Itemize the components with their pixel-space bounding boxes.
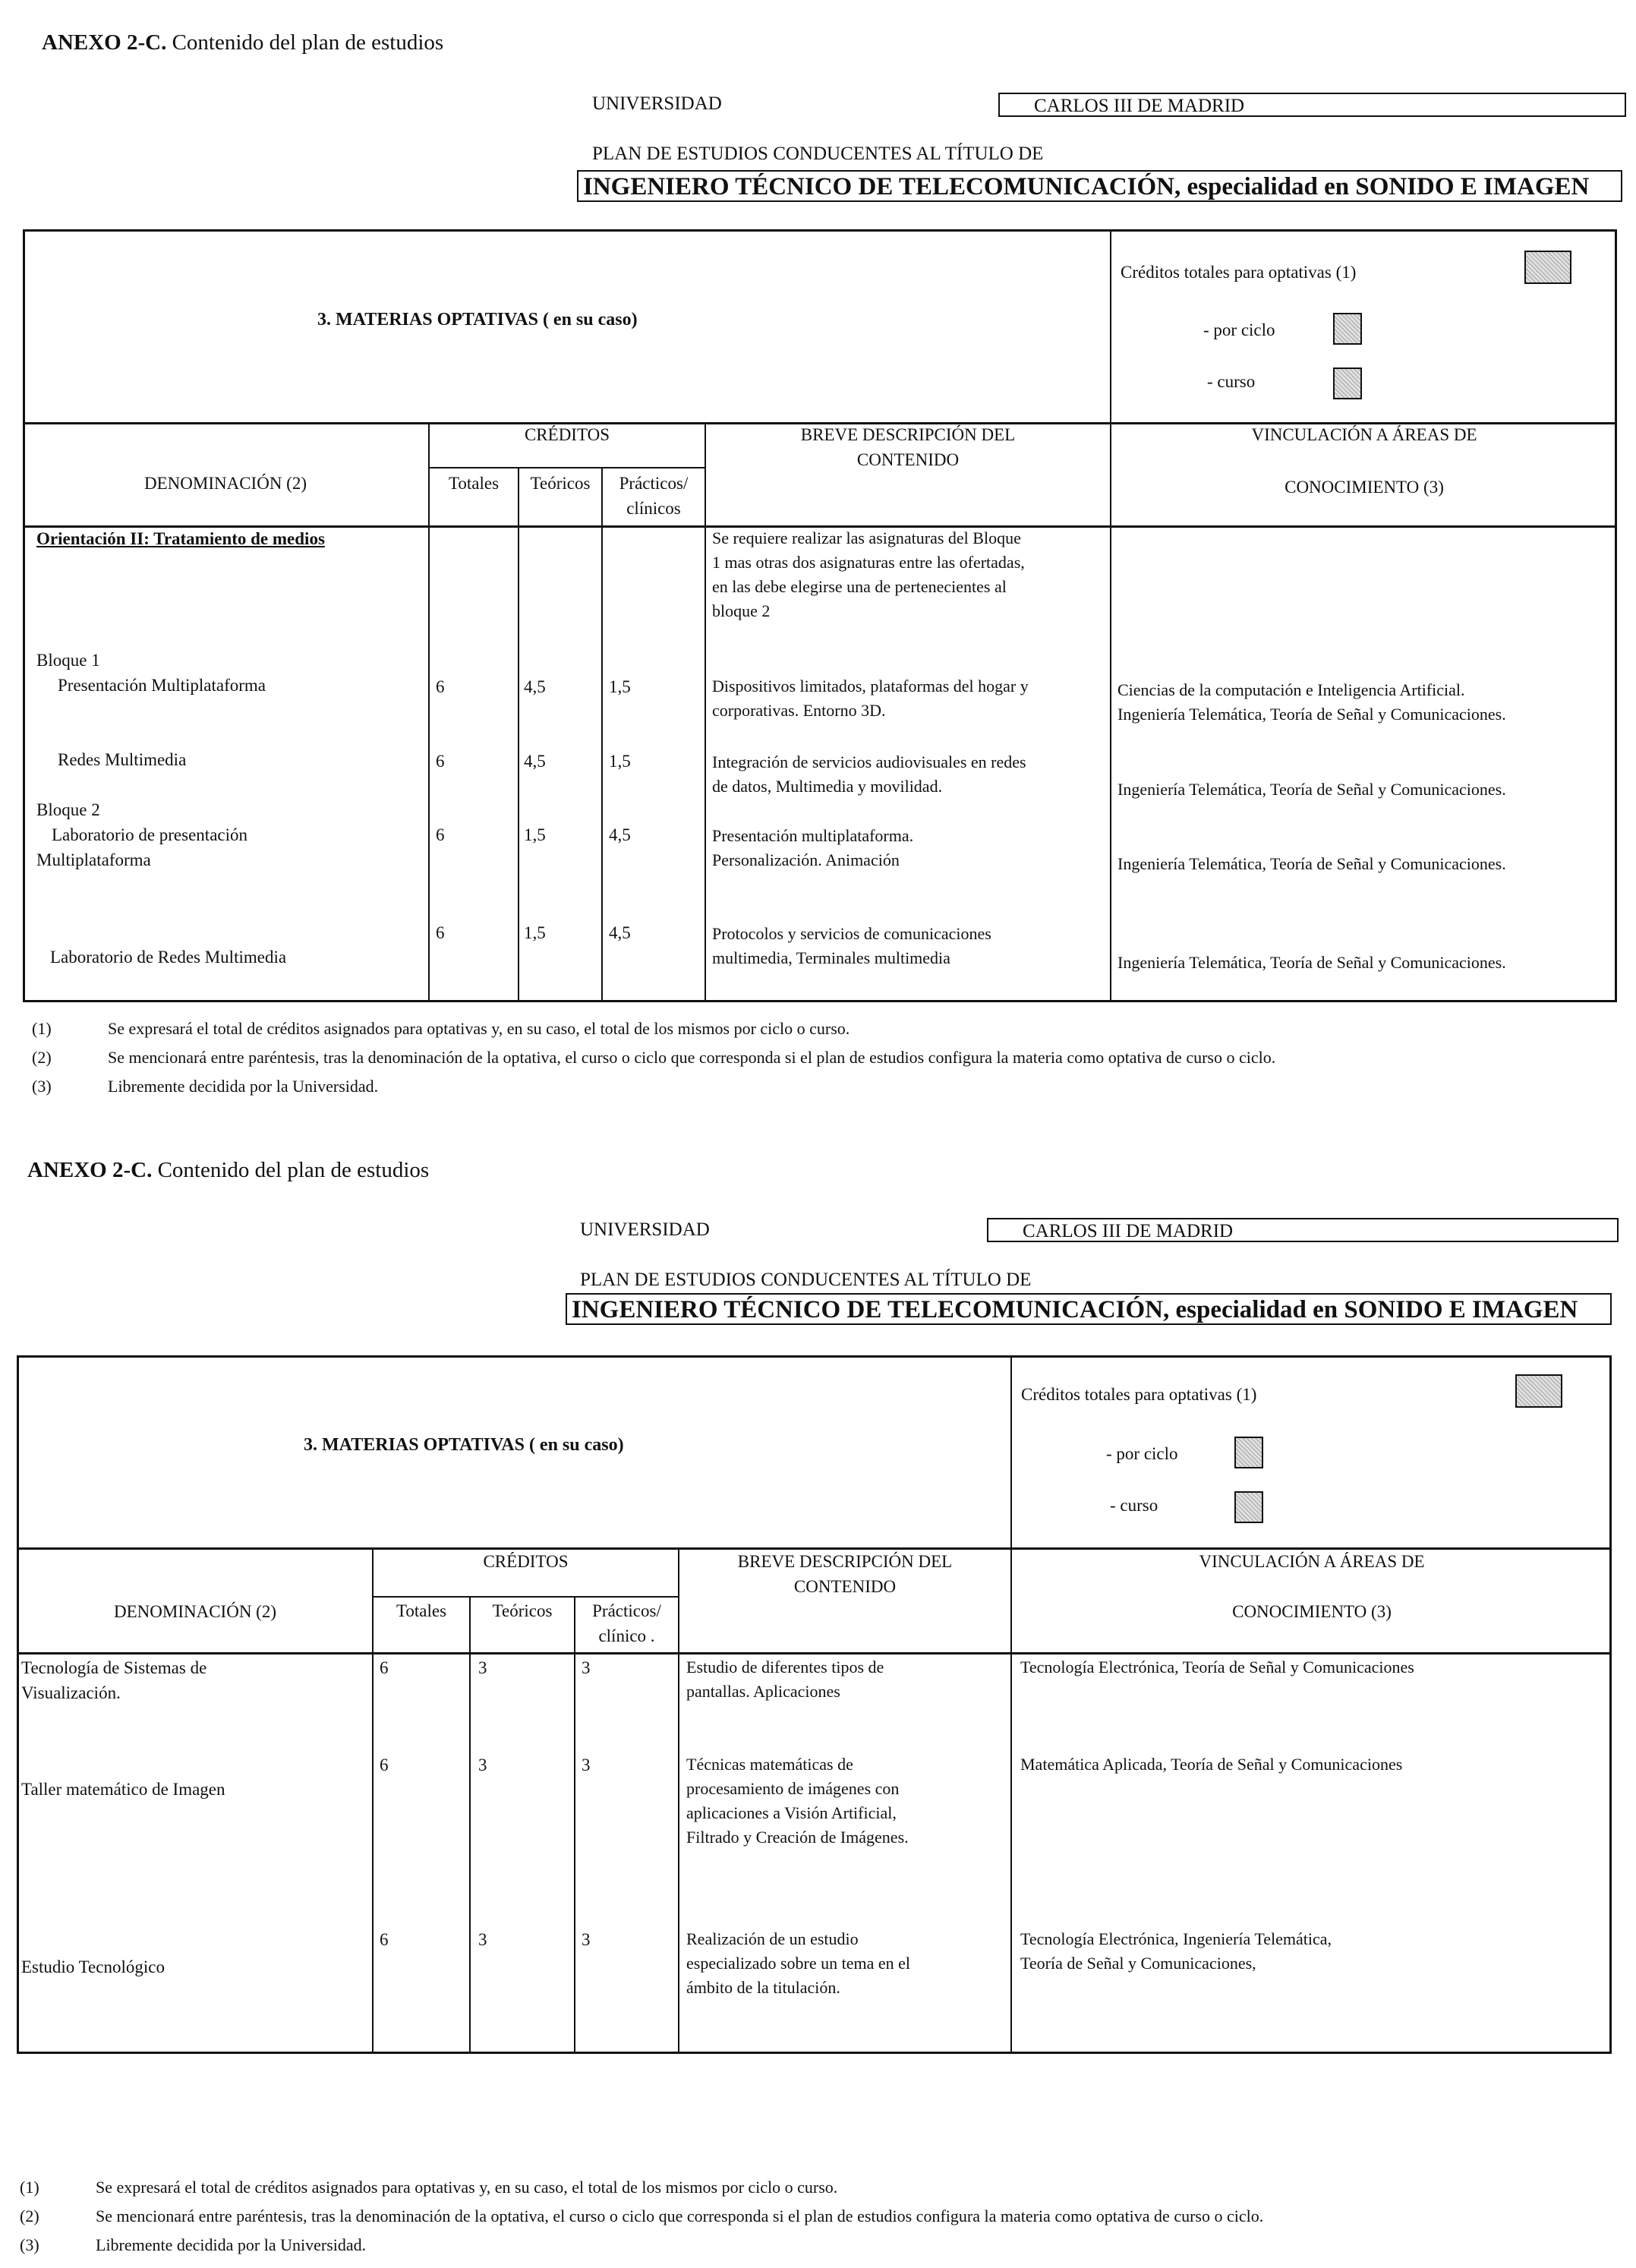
table-row-practicos: 1,5 (609, 677, 631, 696)
col-denominacion: DENOMINACIÓN (2) (114, 1602, 276, 1621)
table-row-description: Dispositivos limitados, plataformas del hogar y corporativas. Entorno 3D. (712, 677, 1029, 720)
credits-total-label: Créditos totales para optativas (1) (1021, 1385, 1257, 1404)
plan-label: PLAN DE ESTUDIOS CONDUCENTES AL TÍTULO DE (592, 144, 1044, 164)
university-label: UNIVERSIDAD (580, 1219, 710, 1240)
course-label: - curso (1207, 372, 1256, 391)
table-row-practicos: 3 (582, 1658, 591, 1677)
table-row-totales: 6 (380, 1755, 389, 1774)
table-row-area: Ingeniería Telemática, Teoría de Señal y Comunicaciones. (1117, 953, 1506, 972)
table-row-name: Tecnología de Sistemas de Visualización. (21, 1658, 207, 1702)
col-vinculacion-1: VINCULACIÓN A ÁREAS DE (1199, 1552, 1425, 1571)
table-row-area: Ciencias de la computación e Inteligencia Artificial. Ingeniería Telemática, Teoría de Señal y Comunicaciones. (1117, 680, 1506, 724)
degree-title-box: INGENIERO TÉCNICO DE TELECOMUNICACIÓN, especialidad en SONIDO E IMAGEN (577, 170, 1622, 202)
table-row-teoricos: 3 (478, 1658, 487, 1677)
footnotes: (1) Se expresará el total de créditos asignados para optativas y, en su caso, el total de los mismos por ciclo o curso. (2) Se mencionará entre paréntesis, tras la denominación de la optativa, el curso o ciclo que corresponda si el plan de estudios configura la materia como optativa de curso o ciclo. (3) Libremente decidida por la Universidad. (20, 2178, 1264, 2254)
table-row-teoricos: 4,5 (524, 677, 546, 696)
table-row-name: Laboratorio de Redes Multimedia (50, 948, 287, 967)
table-row-practicos: 4,5 (609, 825, 631, 844)
col-creditos: CRÉDITOS (483, 1552, 569, 1571)
table-row-name: Redes Multimedia (58, 750, 187, 769)
course-label: - curso (1110, 1496, 1158, 1515)
table-row-description: Técnicas matemáticas de procesamiento de imágenes con aplicaciones a Visión Artificial, Filtrado y Creación de Imágenes. (686, 1755, 909, 1847)
annex-heading: ANEXO 2-C. Contenido del plan de estudios (42, 30, 444, 55)
table-row-totales: 6 (380, 1930, 389, 1949)
table-row-description: Integración de servicios audiovisuales en redes de datos, Multimedia y movilidad. (712, 752, 1026, 796)
col-practicos: Prácticos/ clínico . (592, 1601, 661, 1645)
col-creditos: CRÉDITOS (524, 425, 610, 444)
university-label: UNIVERSIDAD (592, 93, 722, 114)
table-row-teoricos: 1,5 (524, 923, 546, 942)
table-row-teoricos: 3 (478, 1930, 487, 1949)
per-cycle-box (1234, 1437, 1263, 1468)
table-row-name: Estudio Tecnológico (21, 1957, 165, 1976)
col-descripcion: BREVE DESCRIPCIÓN DEL CONTENIDO (737, 1552, 953, 1596)
table-row-description: Protocolos y servicios de comunicaciones multimedia, Terminales multimedia (712, 924, 991, 967)
col-denominacion: DENOMINACIÓN (2) (144, 474, 307, 493)
table-row-area: Ingeniería Telemática, Teoría de Señal y Comunicaciones. (1117, 780, 1506, 799)
table-row-teoricos: 3 (478, 1755, 487, 1774)
col-teoricos: Teóricos (492, 1601, 553, 1620)
table-row-name: Presentación Multiplataforma (58, 676, 266, 695)
section-title: 3. MATERIAS OPTATIVAS ( en su caso) (317, 310, 638, 330)
section-title: 3. MATERIAS OPTATIVAS ( en su caso) (304, 1435, 624, 1455)
table-row-description: Estudio de diferentes tipos de pantallas. Aplicaciones (686, 1658, 884, 1701)
table-row-totales: 6 (380, 1658, 389, 1677)
col-vinculacion-1: VINCULACIÓN A ÁREAS DE (1251, 425, 1477, 444)
col-totales: Totales (448, 474, 500, 493)
table-row-area: Tecnología Electrónica, Ingeniería Telemática, Teoría de Señal y Comunicaciones, (1020, 1929, 1332, 1973)
table-row-area: Matemática Aplicada, Teoría de Señal y Comunicaciones (1020, 1755, 1403, 1774)
col-vinculacion-2: CONOCIMIENTO (3) (1285, 478, 1444, 497)
table-row-description: Presentación multiplataforma. Personalización. Animación (712, 826, 914, 869)
orientation-description: Se requiere realizar las asignaturas del Bloque 1 mas otras dos asignaturas entre las ofertadas, en las debe elegirse una de pertenecientes al bloque 2 (712, 528, 1025, 620)
col-vinculacion-2: CONOCIMIENTO (3) (1232, 1602, 1392, 1621)
col-teoricos: Teóricos (530, 474, 591, 493)
table-row-area: Tecnología Electrónica, Teoría de Señal y Comunicaciones (1020, 1658, 1414, 1677)
table-row-totales: 6 (436, 677, 445, 696)
table-row-teoricos: 1,5 (524, 825, 546, 844)
annex-heading: ANEXO 2-C. Contenido del plan de estudios (27, 1158, 430, 1182)
col-practicos: Prácticos/ clínicos (619, 474, 689, 518)
table-row-practicos: 3 (582, 1930, 591, 1949)
footnotes: (1) Se expresará el total de créditos asignados para optativas y, en su caso, el total de los mismos por ciclo o curso. (2) Se mencionará entre paréntesis, tras la denominación de la optativa, el curso o ciclo que corresponda si el plan de estudios configura la materia como optativa de curso o ciclo. (3) Libremente decidida por la Universidad. (32, 1019, 1276, 1096)
table-row-practicos: 3 (582, 1755, 591, 1774)
per-cycle-label: - por ciclo (1106, 1444, 1178, 1463)
table-row-area: Ingeniería Telemática, Teoría de Señal y Comunicaciones. (1117, 854, 1506, 873)
course-box (1234, 1491, 1263, 1523)
table-row-teoricos: 4,5 (524, 752, 546, 771)
table-row-totales: 6 (436, 923, 445, 942)
per-cycle-label: - por ciclo (1203, 320, 1275, 339)
credits-total-label: Créditos totales para optativas (1) (1121, 263, 1357, 282)
col-totales: Totales (396, 1601, 447, 1620)
bloque-1-label: Bloque 1 (36, 651, 100, 670)
table-row-totales: 6 (436, 752, 445, 771)
col-descripcion: BREVE DESCRIPCIÓN DEL CONTENIDO (800, 425, 1016, 469)
table-row-practicos: 4,5 (609, 923, 631, 942)
orientation-title: Orientación II: Tratamiento de medios (36, 529, 325, 548)
university-value-box: CARLOS III DE MADRID (987, 1218, 1619, 1242)
bloque-2-label: Bloque 2 (36, 800, 100, 819)
credits-total-box (1515, 1374, 1562, 1408)
university-value-box: CARLOS III DE MADRID (998, 93, 1626, 117)
table-row-totales: 6 (436, 825, 445, 844)
plan-label: PLAN DE ESTUDIOS CONDUCENTES AL TÍTULO DE (580, 1270, 1032, 1290)
degree-title-box: INGENIERO TÉCNICO DE TELECOMUNICACIÓN, especialidad en SONIDO E IMAGEN (566, 1293, 1612, 1325)
table-row-name: Taller matemático de Imagen (21, 1780, 225, 1799)
table-row-name: Laboratorio de presentación Multiplataforma (36, 825, 247, 869)
table-row-practicos: 1,5 (609, 752, 631, 771)
table-row-description: Realización de un estudio especializado sobre un tema en el ámbito de la titulación. (686, 1929, 911, 1997)
